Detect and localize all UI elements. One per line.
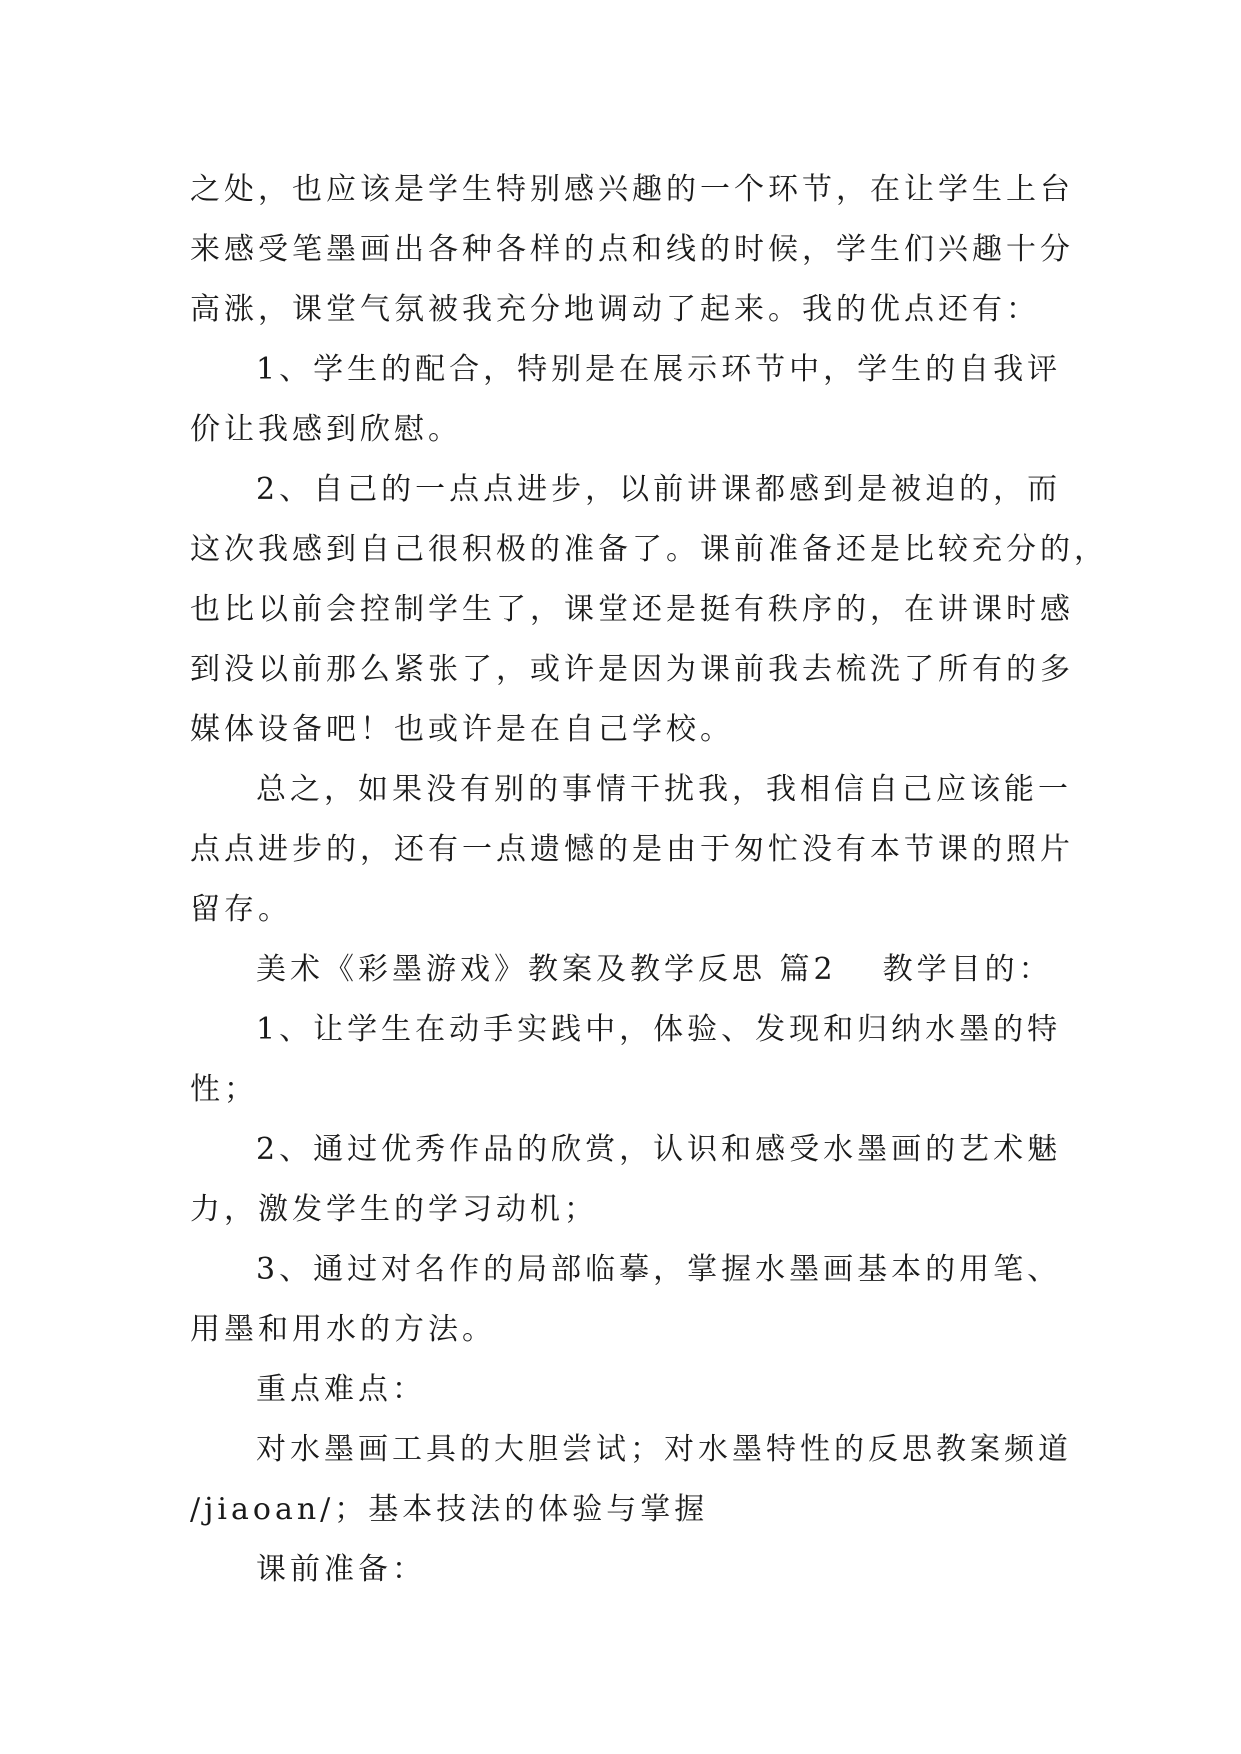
text-line: 媒体设备吧！也或许是在自己学校。 <box>190 712 734 747</box>
text-line: 来感受笔墨画出各种各样的点和线的时候，学生们兴趣十分 <box>190 232 1074 267</box>
text-line: 用墨和用水的方法。 <box>190 1312 496 1347</box>
text-line: 到没以前那么紧张了，或许是因为课前我去梳洗了所有的多 <box>190 652 1074 687</box>
text-line: 1、学生的配合，特别是在展示环节中，学生的自我评 <box>256 352 1062 387</box>
text-line: 这次我感到自己很积极的准备了。课前准备还是比较充分的， <box>190 532 1108 567</box>
text-line: 2、通过优秀作品的欣赏，认识和感受水墨画的艺术魅 <box>256 1132 1062 1167</box>
section-subheading: 教学目的： <box>882 952 1053 987</box>
text-line: 也比以前会控制学生了，课堂还是挺有秩序的，在讲课时感 <box>190 592 1074 627</box>
document-body <box>190 160 1108 1600</box>
text-line: 2、自己的一点点进步，以前讲课都感到是被迫的，而 <box>256 472 1062 507</box>
text-line: 性； <box>190 1072 258 1107</box>
section-heading: 美术《彩墨游戏》教案及教学反思 篇2 <box>256 952 837 987</box>
text-line: 之处，也应该是学生特别感兴趣的一个环节，在让学生上台 <box>190 172 1074 207</box>
text-line: 力，激发学生的学习动机； <box>190 1192 598 1227</box>
text-line: 重点难点： <box>256 1372 426 1407</box>
text-line: 价让我感到欣慰。 <box>190 412 462 447</box>
text-line: 总之，如果没有别的事情干扰我，我相信自己应该能一 <box>256 772 1072 807</box>
text-line: 高涨，课堂气氛被我充分地调动了起来。我的优点还有： <box>190 292 1040 327</box>
text-line: 1、让学生在动手实践中，体验、发现和归纳水墨的特 <box>256 1012 1062 1047</box>
text-line: 留存。 <box>190 892 292 927</box>
text-line: 对水墨画工具的大胆尝试；对水墨特性的反思教案频道 <box>256 1432 1072 1467</box>
text-line: 课前准备： <box>256 1552 426 1587</box>
text-line: /jiaoan/；基本技法的体验与掌握 <box>190 1492 709 1527</box>
text-line: 点点进步的，还有一点遗憾的是由于匆忙没有本节课的照片 <box>190 832 1074 867</box>
text-line: 3、通过对名作的局部临摹，掌握水墨画基本的用笔、 <box>256 1252 1062 1287</box>
section-heading-line <box>190 940 1055 1000</box>
